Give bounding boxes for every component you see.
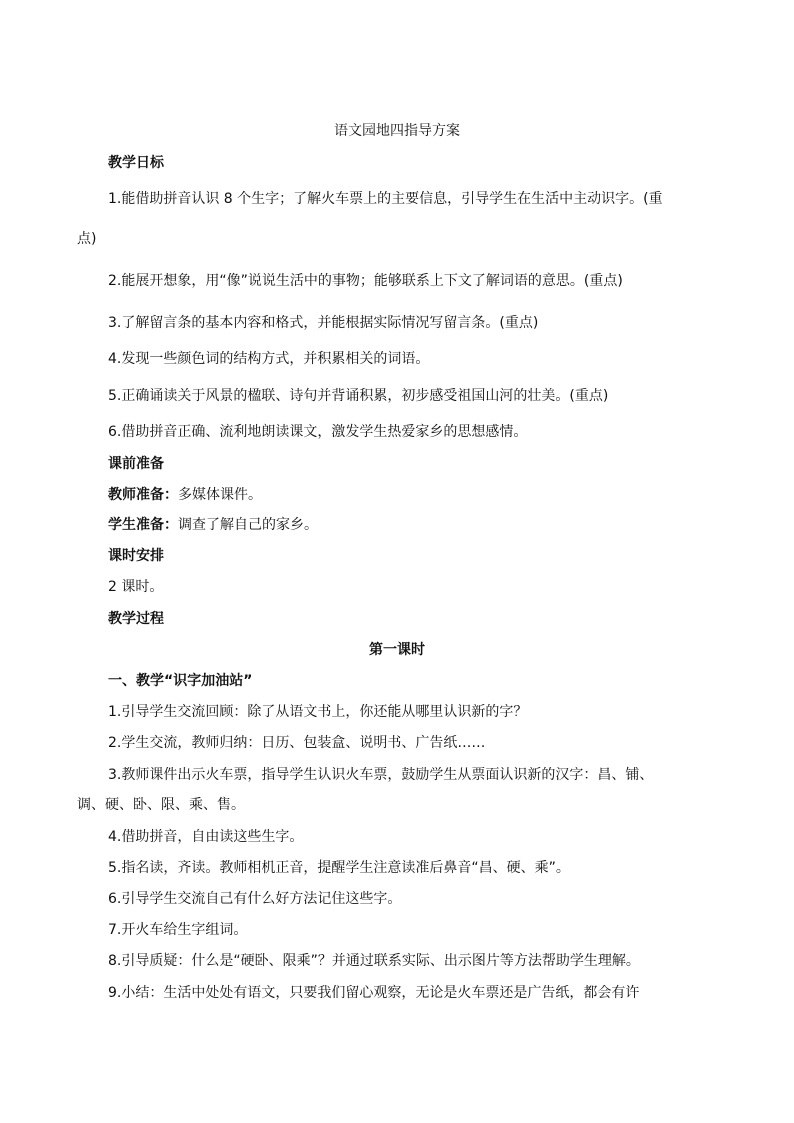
- step-item-3-continuation: 调、硬、卧、限、乘、售。: [77, 797, 245, 813]
- step-item-1: 1.引导学生交流回顾：除了从语文书上，你还能从哪里认识新的字？: [108, 704, 528, 720]
- step-item-3: 3.教师课件出示火车票，指导学生认识火车票，鼓励学生从票面认识新的汉字：昌、铺、: [108, 767, 654, 783]
- objective-item-5: 5.正确诵读关于风景的楹联、诗句并背诵积累，初步感受祖国山河的壮美。(重点): [108, 388, 609, 404]
- section-heading-prep: 课前准备: [108, 456, 164, 472]
- step-item-5: 5.指名读，齐读。教师相机正音，提醒学生注意读准后鼻音“昌、硬、乘”。: [108, 860, 570, 876]
- teacher-prep-label: 教师准备：: [108, 487, 178, 503]
- section-heading-objectives: 教学日标: [108, 155, 164, 171]
- step-item-2: 2.学生交流，教师归纳：日历、包装盒、说明书、广告纸……: [108, 735, 486, 751]
- lesson-title: 第一课时: [369, 642, 425, 658]
- step-item-7: 7.开火车给生字组词。: [108, 922, 248, 938]
- document-title: 语文园地四指导方案: [334, 123, 460, 139]
- step-item-9: 9.小结：生活中处处有语文，只要我们留心观察，无论是火车票还是广告纸，都会有许: [108, 985, 640, 1001]
- objective-item-4: 4.发现一些颜色词的结构方式，并积累相关的词语。: [108, 351, 430, 367]
- section-heading-process: 教学过程: [108, 611, 164, 627]
- objective-item-2: 2.能展开想象，用“像”说说生活中的事物；能够联系上下文了解词语的意思。(重点): [108, 273, 623, 289]
- objective-item-1: 1.能借助拼音认识 8 个生字；了解火车票上的主要信息，引导学生在生活中主动识字。(重: [108, 191, 663, 207]
- part-one-title: 一、教学“识字加油站”: [108, 673, 253, 689]
- step-item-4: 4.借助拼音，自由读这些生字。: [108, 829, 304, 845]
- step-item-8: 8.引导质疑：什么是“硬卧、限乘”？并通过联系实际、出示图片等方法帮助学生理解。: [108, 953, 640, 969]
- objective-item-1-continuation: 点): [77, 231, 97, 247]
- student-prep: [108, 515, 318, 535]
- step-item-6: 6.引导学生交流自己有什么好方法记住这些字。: [108, 891, 402, 907]
- objective-item-3: 3.了解留言条的基本内容和格式，并能根据实际情况写留言条。(重点): [108, 315, 539, 331]
- teacher-prep-text: 多媒体课件。: [178, 487, 262, 503]
- student-prep-label: 学生准备：: [108, 517, 178, 533]
- section-heading-schedule: 课时安排: [108, 548, 164, 564]
- teacher-prep: [108, 485, 262, 505]
- student-prep-text: 调查了解自己的家乡。: [178, 517, 318, 533]
- objective-item-6: 6.借助拼音正确、流利地朗读课文，激发学生热爱家乡的思想感情。: [108, 424, 528, 440]
- schedule-text: 2 课时。: [108, 579, 164, 595]
